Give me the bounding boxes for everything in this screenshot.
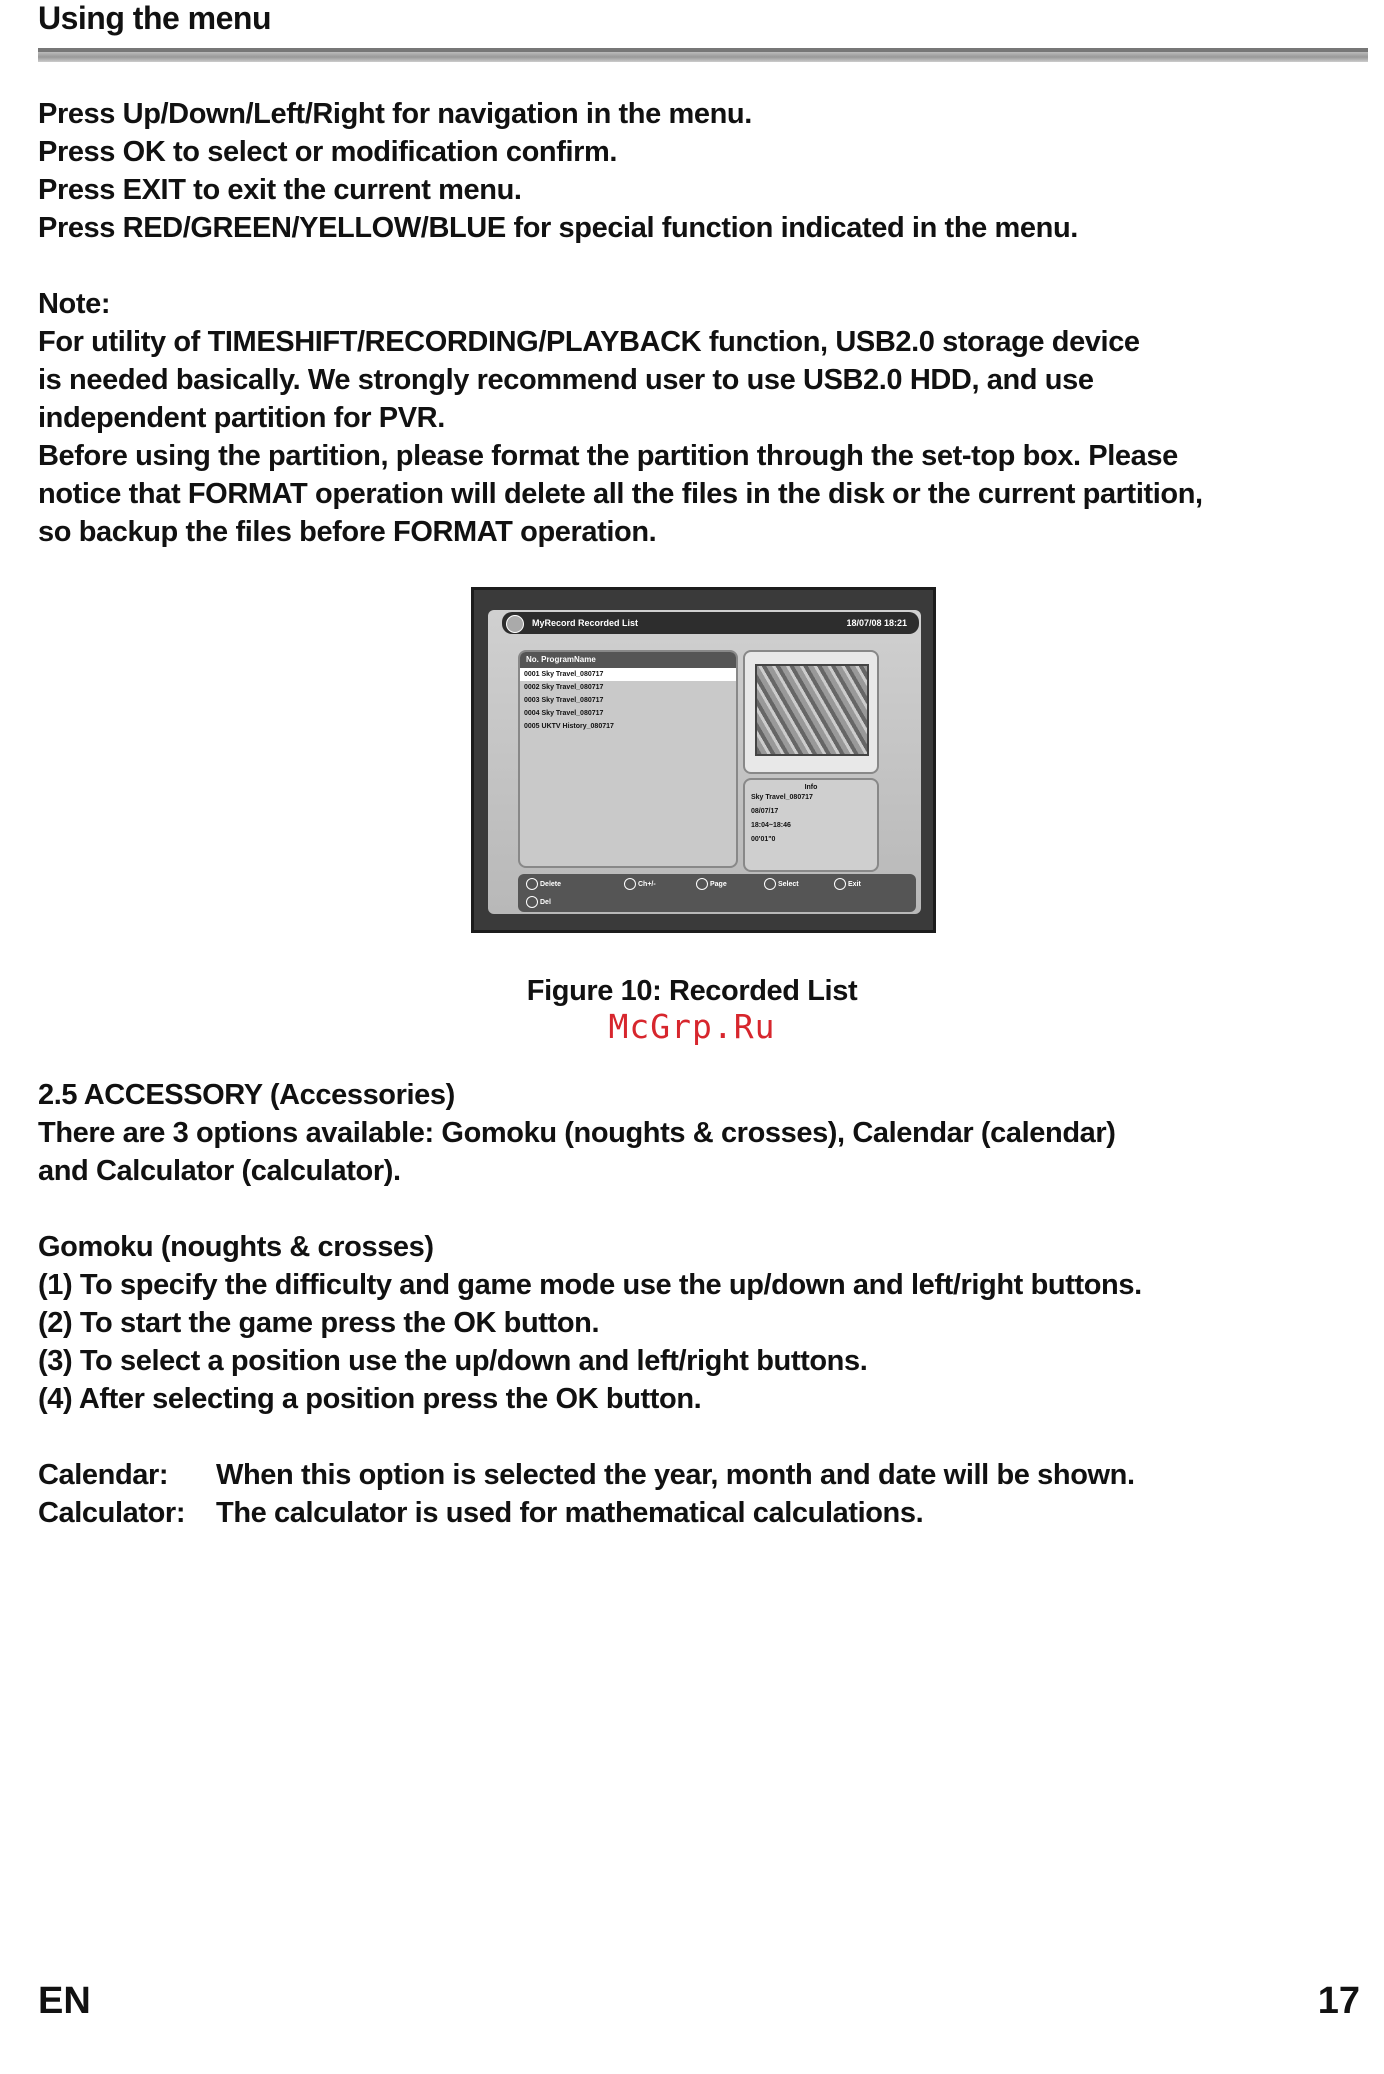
list-item: 0002 Sky Travel_080717 — [524, 684, 604, 691]
screen-title: MyRecord Recorded List — [532, 618, 639, 628]
section-heading: 2.5 ACCESSORY (Accessories) — [38, 1079, 455, 1111]
channel-icon — [624, 878, 636, 890]
language-label: EN — [38, 1980, 91, 2022]
accessory-intro: and Calculator (calculator). — [38, 1155, 401, 1187]
definition-term: Calendar: — [38, 1459, 169, 1491]
definition-text: The calculator is used for mathematical calculations. — [216, 1497, 924, 1529]
definition-term: Calculator: — [38, 1497, 186, 1529]
nav-line: Press Up/Down/Left/Right for navigation in the menu. — [38, 98, 752, 130]
info-title: Info — [804, 784, 818, 791]
del-icon — [526, 896, 538, 908]
ok-icon — [764, 878, 776, 890]
info-line: Sky Travel_080717 — [751, 794, 813, 801]
list-item: 0004 Sky Travel_080717 — [524, 710, 604, 717]
screen-header — [502, 612, 919, 634]
del-hint: Del — [526, 896, 551, 908]
note-line: so backup the files before FORMAT operation. — [38, 516, 657, 548]
video-preview — [743, 650, 879, 774]
info-panel — [743, 778, 879, 872]
exit-hint: Exit — [834, 878, 861, 890]
page-icon — [696, 878, 708, 890]
gomoku-step: (1) To specify the difficulty and game mode use the up/down and left/right buttons. — [38, 1269, 1142, 1301]
definition-calendar — [38, 1456, 1142, 1494]
note-label: Note: — [38, 288, 111, 320]
list-item: 0001 Sky Travel_080717 — [520, 668, 736, 681]
screen-date: 18/07/08 18:21 — [846, 618, 907, 628]
watermark: McGrp.Ru — [608, 1007, 776, 1046]
figure-caption: Figure 10: Recorded List — [526, 975, 858, 1007]
page-hint: Page — [696, 878, 727, 890]
info-line: 18:04~18:46 — [751, 822, 791, 829]
delete-hint: Delete — [526, 878, 561, 890]
gomoku-heading: Gomoku (noughts & crosses) — [38, 1231, 434, 1263]
program-list — [518, 650, 738, 868]
note-line: independent partition for PVR. — [38, 402, 445, 434]
nav-line: Press OK to select or modification confirm. — [38, 136, 618, 168]
accessory-intro: There are 3 options available: Gomoku (noughts & crosses), Calendar (calendar) — [38, 1117, 1116, 1149]
page-number: 17 — [1317, 1980, 1360, 2022]
nav-line: Press RED/GREEN/YELLOW/BLUE for special function indicated in the menu. — [38, 212, 1078, 244]
page-title: Using the menu — [38, 0, 272, 36]
red-button-icon — [526, 878, 538, 890]
title-rule — [38, 48, 1368, 62]
definition-text: When this option is selected the year, month and date will be shown. — [216, 1459, 1135, 1491]
select-hint: Select — [764, 878, 799, 890]
note-line: Before using the partition, please format the partition through the set-top box. Please — [38, 440, 1178, 472]
accessory-section — [38, 1076, 1142, 1532]
list-item: 0003 Sky Travel_080717 — [524, 697, 604, 704]
button-bar — [518, 874, 916, 912]
note-line: notice that FORMAT operation will delete all the files in the disk or the current partition, — [38, 478, 1203, 510]
exit-icon — [834, 878, 846, 890]
list-item: 0005 UKTV History_080717 — [524, 723, 614, 730]
definition-calculator — [38, 1494, 1142, 1532]
recorded-list-screenshot — [471, 587, 936, 933]
gomoku-step: (3) To select a position use the up/down and left/right buttons. — [38, 1345, 868, 1377]
preview-image — [755, 664, 869, 756]
info-line: 08/07/17 — [751, 808, 779, 815]
logo-icon — [506, 615, 524, 633]
navigation-instructions — [38, 95, 1203, 551]
screen-frame — [488, 610, 921, 914]
gomoku-step: (4) After selecting a position press the OK button. — [38, 1383, 702, 1415]
list-header: No. ProgramName — [520, 652, 736, 668]
note-line: is needed basically. We strongly recommend user to use USB2.0 HDD, and use — [38, 364, 1094, 396]
note-line: For utility of TIMESHIFT/RECORDING/PLAYBACK function, USB2.0 storage device — [38, 326, 1140, 358]
channel-hint: Ch+/- — [624, 878, 656, 890]
nav-line: Press EXIT to exit the current menu. — [38, 174, 522, 206]
info-line: 00'01"0 — [751, 836, 776, 843]
gomoku-step: (2) To start the game press the OK button. — [38, 1307, 600, 1339]
